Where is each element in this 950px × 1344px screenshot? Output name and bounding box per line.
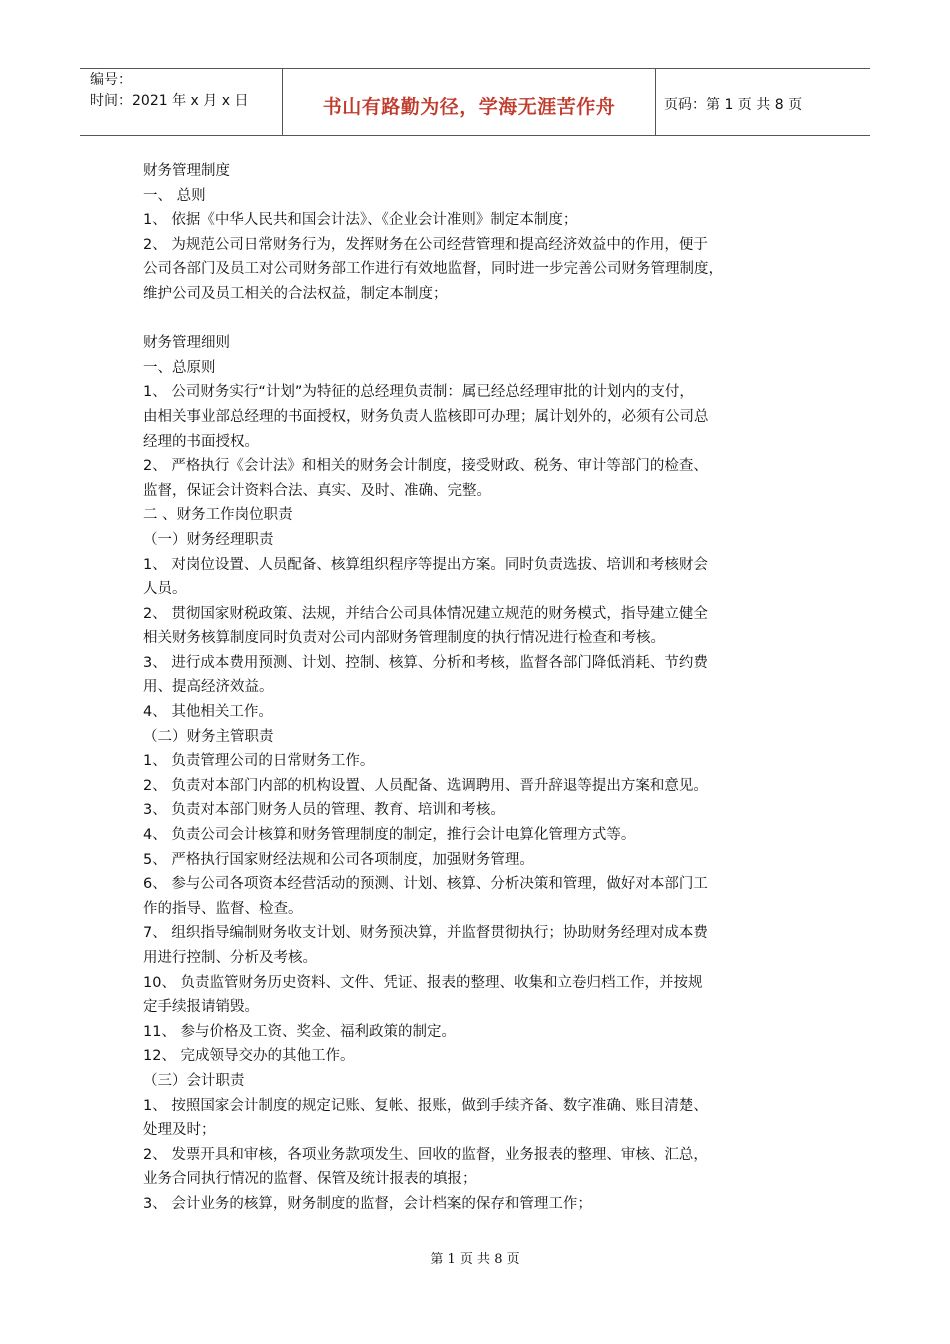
- page-footer: 第 1 页 共 8 页: [430, 1252, 520, 1267]
- document-number-label: 编号：: [90, 72, 132, 88]
- body-line: 6、 参与公司各项资本经营活动的预测、计划、核算、分析决策和管理，做好对本部门工: [143, 876, 708, 893]
- body-line: 财务管理细则: [143, 335, 230, 352]
- body-line: 1、 按照国家会计制度的规定记账、复帐、报账，做到手续齐备、数字准确、账目清楚、: [143, 1097, 708, 1114]
- body-line: 5、 严格执行国家财经法规和公司各项制度，加强财务管理。: [143, 851, 534, 868]
- body-line: 用、提高经济效益。: [143, 679, 274, 696]
- body-line: 11、 参与价格及工资、奖金、福利政策的制定。: [143, 1023, 457, 1040]
- body-line: 2、 为规范公司日常财务行为，发挥财务在公司经营管理和提高经济效益中的作用，便于: [143, 236, 708, 253]
- body-line: 财务管理制度: [143, 163, 230, 179]
- header-motto-cell: [283, 69, 656, 135]
- body-line: 一、 总则: [143, 187, 206, 204]
- body-line: 1、 依据《中华人民共和国会计法》、《企业会计准则》制定本制度；: [143, 212, 578, 229]
- document-time-label: 时间：2021 年 x 月 x 日: [90, 93, 249, 109]
- body-line: 3、 负责对本部门财务人员的管理、教育、培训和考核。: [143, 802, 505, 819]
- body-line: 公司各部门及员工对公司财务部工作进行有效地监督，同时进一步完善公司财务管理制度，: [143, 261, 723, 278]
- body-line: 人员。: [143, 581, 187, 598]
- body-line: 1、 公司财务实行“计划”为特征的总经理负责制：属已经总经理审批的计划内的支付，: [143, 384, 694, 401]
- body-line: 维护公司及员工相关的合法权益，制定本制度；: [143, 285, 448, 302]
- body-line: 3、 进行成本费用预测、计划、控制、核算、分析和考核，监督各部门降低消耗、节约费: [143, 654, 708, 671]
- body-line: 作的指导、监督、检查。: [143, 900, 303, 917]
- body-line: 由相关事业部总经理的书面授权，财务负责人监核即可办理；属计划外的，必须有公司总: [143, 408, 709, 425]
- body-line: 2、 贯彻国家财税政策、法规，并结合公司具体情况建立规范的财务模式，指导建立健全: [143, 605, 708, 622]
- body-line: （一）财务经理职责: [143, 531, 274, 548]
- header-page-number: 页码：第 1 页 共 8 页: [664, 97, 803, 113]
- header-left-cell: [80, 69, 283, 135]
- body-line: 处理及时；: [143, 1122, 216, 1139]
- body-line: 用进行控制、分析及考核。: [143, 950, 317, 966]
- body-line: 1、 负责管理公司的日常财务工作。: [143, 753, 375, 770]
- body-line: 业务合同执行情况的监督、保管及统计报表的填报；: [143, 1171, 477, 1188]
- body-line: 3、 会计业务的核算，财务制度的监督，会计档案的保存和管理工作；: [143, 1195, 592, 1212]
- body-line: 监督，保证会计资料合法、真实、及时、准确、完整。: [143, 482, 491, 499]
- body-line: 10、 负责监管财务历史资料、文件、凭证、报表的整理、收集和立卷归档工作，并按规: [143, 974, 703, 991]
- blank-line: [143, 307, 808, 332]
- body-line: （二）财务主管职责: [143, 728, 274, 745]
- body-line: 2、 严格执行《会计法》和相关的财务会计制度，接受财政、税务、审计等部门的检查、: [143, 458, 708, 475]
- body-line: 二 、财务工作岗位职责: [143, 507, 293, 524]
- body-line: 定手续报请销毁。: [143, 999, 259, 1016]
- body-line: 1、 对岗位设置、人员配备、核算组织程序等提出方案。同时负责选拔、培训和考核财会: [143, 556, 708, 573]
- body-line: 7、 组织指导编制财务收支计划、财务预决算，并监督贯彻执行；协助财务经理对成本费: [143, 925, 708, 942]
- header-motto: 书山有路勤为径，学海无涯苦作舟: [322, 95, 616, 118]
- body-line: 相关财务核算制度同时负责对公司内部财务管理制度的执行情况进行检查和考核。: [143, 630, 665, 647]
- body-line: 4、 其他相关工作。: [143, 704, 273, 721]
- header-page-cell: [656, 69, 870, 135]
- body-line: （三）会计职责: [143, 1072, 245, 1089]
- body-line: 2、 负责对本部门内部的机构设置、人员配备、选调聘用、晋升辞退等提出方案和意见。: [143, 777, 708, 794]
- body-line: 2、 发票开具和审核，各项业务款项发生、回收的监督，业务报表的整理、审核、汇总，: [143, 1146, 708, 1163]
- body-line: 一、总原则: [143, 359, 216, 376]
- body-line: 经理的书面授权。: [143, 433, 259, 450]
- page-header: [80, 68, 870, 136]
- body-line: 4、 负责公司会计核算和财务管理制度的制定，推行会计电算化管理方式等。: [143, 827, 636, 844]
- body-line: 12、 完成领导交办的其他工作。: [143, 1048, 355, 1065]
- document-body: [143, 159, 808, 1217]
